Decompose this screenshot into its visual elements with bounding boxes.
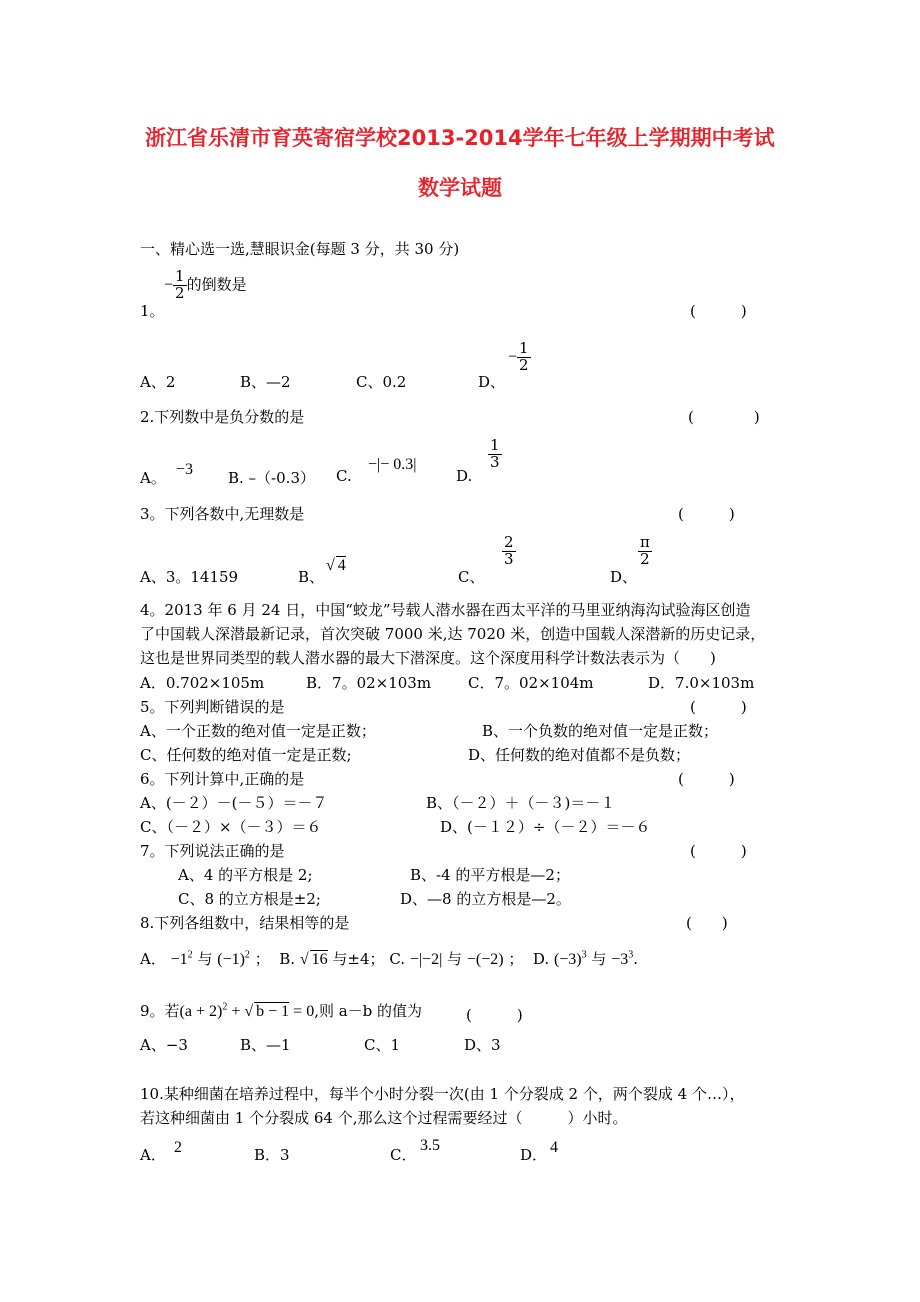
q7-option-c: C、8 的立方根是±2;	[178, 890, 321, 908]
q6-text: 6。下列计算中,正确的是	[140, 770, 305, 788]
q1-option-d-fraction: − $\frac{1}{2}$	[508, 339, 529, 374]
q8-option-d: D.	[532, 950, 550, 968]
q2-option-a: A。	[140, 469, 166, 487]
q6-option-d: D、(－１２）÷（－２）＝－６	[440, 818, 651, 836]
q8-option-c-math1: −|−2|	[409, 951, 443, 968]
q1-option-a: A、2	[140, 373, 176, 391]
q2-answer-paren: ( )	[688, 408, 760, 426]
q10-option-a: A．	[140, 1146, 166, 1164]
q4-line-2: 了中国载人深潜最新记录，首次突破 7000 米,达 7020 米，创造中国载人深潜新的历史记录，	[140, 625, 766, 643]
q3-answer-paren: ( )	[678, 505, 735, 523]
q10-option-c-value: 3.5	[420, 1137, 440, 1154]
q9-option-d: D、3	[464, 1036, 501, 1054]
q1-text: 的倒数是	[186, 275, 247, 294]
q5-answer-paren: ( )	[690, 698, 747, 716]
q6-option-c: C、（－２）×（－３）＝６	[140, 818, 322, 836]
q9-option-c: C、1	[364, 1036, 401, 1054]
q8-option-b: B.	[279, 950, 296, 968]
q10-option-d-value: 4	[550, 1139, 558, 1156]
q9-option-a: A、−3	[140, 1036, 188, 1054]
section-heading: 一、精心选一选,慧眼识金(每题 3 分，共 30 分)	[140, 240, 460, 258]
q4-option-a: A．0.702×105m	[140, 674, 265, 692]
q8-option-c: C.	[389, 950, 406, 968]
q3-option-c: C、	[458, 568, 485, 586]
q3-option-d-fraction: $\frac{\pi}{2}$	[640, 533, 650, 568]
q3-option-c-fraction: $\frac{2}{3}$	[504, 533, 514, 568]
q9-tail: ,则 a－b 的值为	[314, 1002, 423, 1020]
q1-option-d: D、	[478, 373, 506, 391]
q7-option-d: D、—8 的立方根是—2。	[400, 890, 571, 908]
q4-line-1: 4。2013 年 6 月 24 日，中国“蛟龙”号载人潜水器在西太平洋的马里亚纳海沟试验海区创造	[140, 601, 751, 619]
q5-option-c: C、任何数的绝对值一定是正数;	[140, 746, 352, 764]
q4-option-b: B．7。02×103m	[306, 674, 432, 692]
q8-text: 8.下列各组数中，结果相等的是	[140, 914, 350, 932]
q2-option-c-value: −|− 0.3|	[368, 456, 417, 473]
q3-text: 3。下列各数中,无理数是	[140, 505, 305, 523]
q5-option-a: A、一个正数的绝对值一定是正数；	[140, 722, 376, 740]
q5-option-d: D、任何数的绝对值都不是负数；	[468, 746, 691, 764]
q3-option-b-sqrt: √ 4	[326, 557, 346, 574]
q2-option-d: D.	[456, 467, 473, 485]
q10-line-2: 若这种细菌由 1 个分裂成 64 个,那么这个过程需要经过（ ）小时。	[140, 1109, 628, 1127]
q7-option-a: A、4 的平方根是 2;	[178, 866, 313, 884]
q10-option-d: D．	[520, 1146, 548, 1164]
q8-option-d-math1: $(-3)^3$	[553, 949, 587, 968]
q8-option-a-math2: $(-1)^2$	[217, 949, 250, 968]
q5-text: 5。下列判断错误的是	[140, 698, 285, 716]
q2-text: 2.下列数中是负分数的是	[140, 408, 305, 426]
q9-equation: $(a + 2)^2$ + √ b − 1 = 0	[179, 1001, 315, 1020]
q5-option-b: B、一个负数的绝对值一定是正数；	[482, 722, 719, 740]
q2-option-d-fraction: $\frac{1}{3}$	[490, 436, 500, 471]
q10-line-1: 10.某种细菌在培养过程中，每半个小时分裂一次(由 1 个分裂成 2 个，两个裂成 4 个…），	[140, 1085, 745, 1103]
q1-number: 1。	[140, 302, 165, 320]
q9-number: 9。若	[140, 1002, 180, 1020]
q1-expression	[164, 269, 247, 302]
q1-option-b: B、—2	[240, 373, 291, 391]
q7-answer-paren: ( )	[690, 842, 747, 860]
q3-option-a: A、3。14159	[140, 568, 239, 586]
q6-option-b: B、（－２）＋（－３)＝－１	[426, 794, 616, 812]
q8-option-a-math1: $-1^2$	[170, 949, 193, 968]
q10-option-a-value: 2	[174, 1139, 182, 1156]
q10-option-b: B．3	[254, 1146, 290, 1164]
q10-option-c: C．	[390, 1146, 417, 1164]
q6-answer-paren: ( )	[678, 770, 735, 788]
q8-options: A． $-1^2$ 与 $(-1)^2$ ； B. √ 16 与±4； C. −|−2| 与 −(−2) ； D. $(-3)^3$ 与 $-3^3$.	[140, 949, 639, 968]
q1-fraction: $\frac{1}{2}$	[175, 267, 185, 302]
q4-option-d: D．7.0×103m	[648, 674, 755, 692]
q9-option-b: B、—1	[240, 1036, 291, 1054]
q1-answer-paren: ( )	[690, 302, 747, 320]
q8-option-b-sqrt: √ 16	[299, 951, 328, 968]
page-title: 浙江省乐清市育英寄宿学校2013-2014学年七年级上学期期中考试	[145, 126, 775, 150]
q8-option-d-math2: $-3^3$	[611, 949, 634, 968]
q2-option-c: C.	[336, 467, 352, 485]
q3-option-d: D、	[610, 568, 638, 586]
q1-minus: −	[164, 276, 174, 294]
q6-option-a: A、(－２）－(－５）＝－７	[140, 794, 328, 812]
q7-option-b: B、-4 的平方根是—2；	[410, 866, 570, 884]
q4-option-c: C．7。02×104m	[468, 674, 594, 692]
q8-option-c-math2: −(−2)	[466, 951, 504, 968]
q4-line-3: 这也是世界同类型的载人潜水器的最大下潜深度。这个深度用科学计数法表示为（ )	[140, 649, 716, 667]
q2-option-b: B. –（-0.3）	[228, 469, 315, 487]
q8-option-a: A．	[140, 950, 166, 968]
q1-option-c: C、0.2	[356, 373, 407, 391]
q7-text: 7。下列说法正确的是	[140, 842, 285, 860]
page-subtitle: 数学试题	[418, 176, 502, 200]
q8-answer-paren: ( )	[686, 914, 728, 932]
q2-option-a-value: −3	[176, 461, 194, 478]
q3-option-b: B、	[298, 568, 325, 586]
q9-answer-paren: ( )	[466, 1006, 523, 1024]
q9-line	[140, 1000, 422, 1021]
